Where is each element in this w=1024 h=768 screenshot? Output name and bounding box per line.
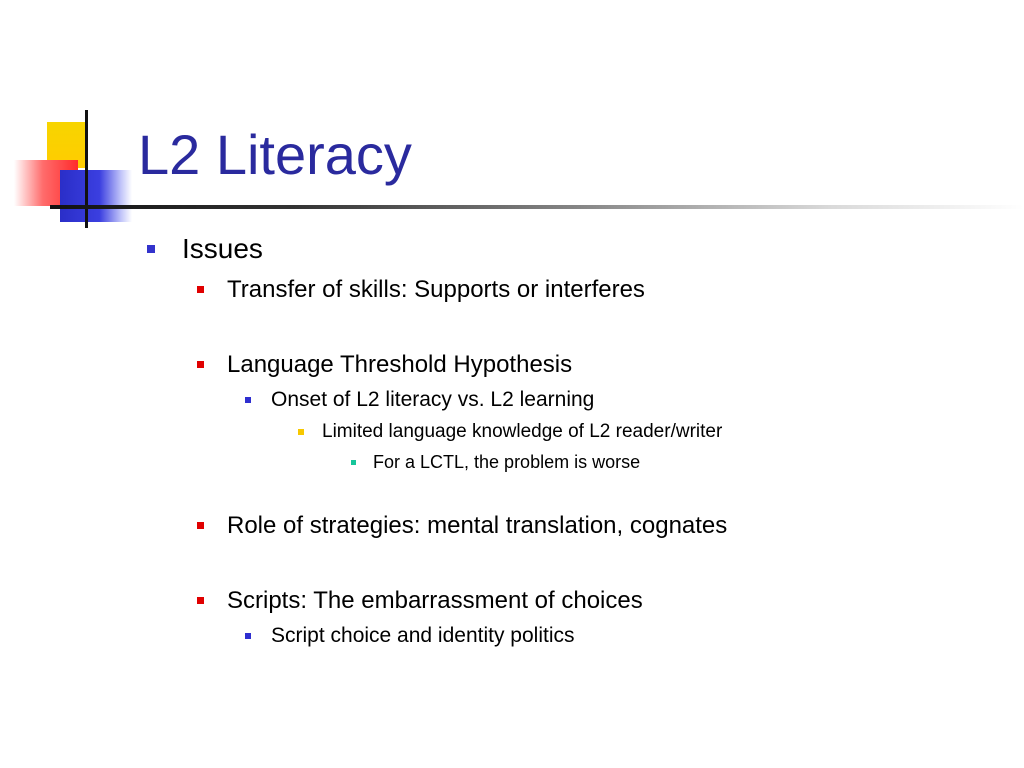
- bullet-text: Role of strategies: mental translation, cognates: [227, 512, 728, 539]
- square-bullet-icon: [147, 245, 155, 253]
- square-bullet-icon: [351, 460, 356, 465]
- bullet-item-scripts: [227, 586, 643, 616]
- slide-title: L2 Literacy: [138, 123, 412, 186]
- bullet-item-issues: [182, 232, 263, 266]
- bullet-text: Issues: [182, 233, 263, 264]
- bullet-item-limited-knowledge: [322, 420, 722, 444]
- bullet-text: For a LCTL, the problem is worse: [373, 452, 641, 472]
- square-bullet-icon: [197, 522, 204, 529]
- decoration-blue-square: [60, 170, 132, 222]
- bullet-text: Transfer of skills: Supports or interferes: [227, 276, 645, 303]
- square-bullet-icon: [197, 597, 204, 604]
- square-bullet-icon: [197, 361, 204, 368]
- bullet-text: Language Threshold Hypothesis: [227, 351, 573, 378]
- bullet-text: Limited language knowledge of L2 reader/writer: [322, 421, 723, 442]
- bullet-item-language-threshold: [227, 350, 572, 380]
- decoration-vertical-line: [85, 110, 88, 228]
- square-bullet-icon: [245, 633, 251, 639]
- square-bullet-icon: [298, 429, 304, 435]
- square-bullet-icon: [245, 397, 251, 403]
- bullet-item-role-of-strategies: [227, 511, 727, 541]
- bullet-text: Scripts: The embarrassment of choices: [227, 587, 643, 614]
- square-bullet-icon: [197, 286, 204, 293]
- bullet-item-onset-of-literacy: [271, 387, 594, 413]
- title-underline-rule: [50, 205, 1024, 209]
- bullet-text: Onset of L2 literacy vs. L2 learning: [271, 388, 595, 411]
- bullet-item-transfer-of-skills: [227, 275, 645, 305]
- bullet-text: Script choice and identity politics: [271, 624, 575, 647]
- bullet-item-script-choice: [271, 623, 575, 649]
- bullet-item-lctl: [373, 451, 640, 473]
